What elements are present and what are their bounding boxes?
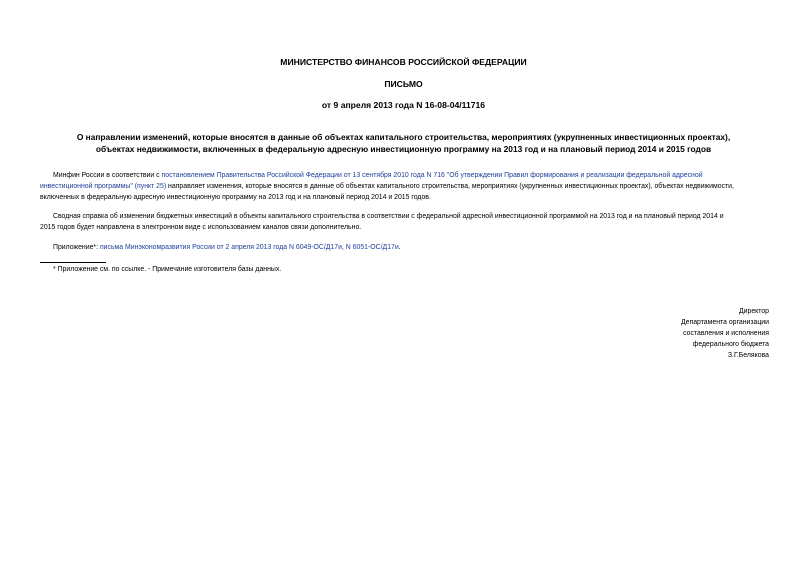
government-decree-link-continuation[interactable]: инвестиционной программы" xyxy=(40,183,133,190)
attachment-letters-link[interactable]: письма Минэкономразвития России от 2 апреля 2013 года N 6049-ОС/Д17и, N 6051-ОС/Д17и xyxy=(99,244,399,251)
signature-line: составления и исполнения xyxy=(683,330,769,337)
signatory-name: З.Г.Белякова xyxy=(727,352,769,359)
signature-block xyxy=(681,306,769,361)
paragraph-line xyxy=(40,170,770,181)
signature-line: Департамента организации xyxy=(680,319,769,326)
document-type-heading: ПИСЬМО xyxy=(384,79,423,89)
footnote: * Приложение см. по ссылке. - Примечание изготовителя базы данных. xyxy=(53,266,282,273)
paragraph-text: направляет изменения, которые вносятся в данные об объектах капитального строительства, мероприятиях (укрупненных инвестиционных проектах), объектах недвижимости, xyxy=(166,183,734,190)
paragraph-line: включенных в федеральную адресную инвестиционную программу на 2013 год и на плановый период 2014 и 2015 годов. xyxy=(40,194,431,201)
clause-25-link[interactable]: (пункт 25) xyxy=(134,183,167,190)
attachment-line xyxy=(40,242,770,253)
paragraph-text: Минфин России в соответствии с xyxy=(53,172,162,179)
signature-line: Директор xyxy=(738,308,769,315)
signature-line: федерального бюджета xyxy=(692,341,769,348)
ministry-heading: МИНИСТЕРСТВО ФИНАНСОВ РОССИЙСКОЙ ФЕДЕРАЦИИ xyxy=(280,57,527,67)
paragraph-main xyxy=(40,170,770,203)
attachment-end: . xyxy=(398,244,401,251)
document-title xyxy=(40,131,767,155)
document-title-line: О направлении изменений, которые вносятся в данные об объектах капитального строительства, мероприятиях (укрупненных инвестиционных проектах), xyxy=(76,132,731,142)
paragraph-line xyxy=(40,181,770,192)
government-decree-link[interactable]: постановлением Правительства Российской Федерации от 13 сентября 2010 года N 716 "Об утверждении Правил формирования и реализации федеральной адресной xyxy=(161,172,703,179)
paragraph-summary xyxy=(40,211,770,233)
paragraph-line: Сводная справка об изменении бюджетных инвестиций в объекты капитального строительства в соответствии с федеральной адресной инвестиционной программой на 2013 год и на плановый период 2014 и xyxy=(53,213,724,220)
document-title-line: объектах недвижимости, включенных в федеральную адресную инвестиционную программу на 2013 год и на плановый период 2014 и 2015 годов xyxy=(95,144,712,154)
paragraph-line: 2015 годов будет направлена в электронном виде с использованием каналов связи дополнительно. xyxy=(40,224,362,231)
attachment-label: Приложение*: xyxy=(53,244,100,251)
attachment-row xyxy=(40,242,770,253)
footnote-separator xyxy=(40,262,106,263)
document-date-number: от 9 апреля 2013 года N 16-08-04/11716 xyxy=(321,100,486,110)
